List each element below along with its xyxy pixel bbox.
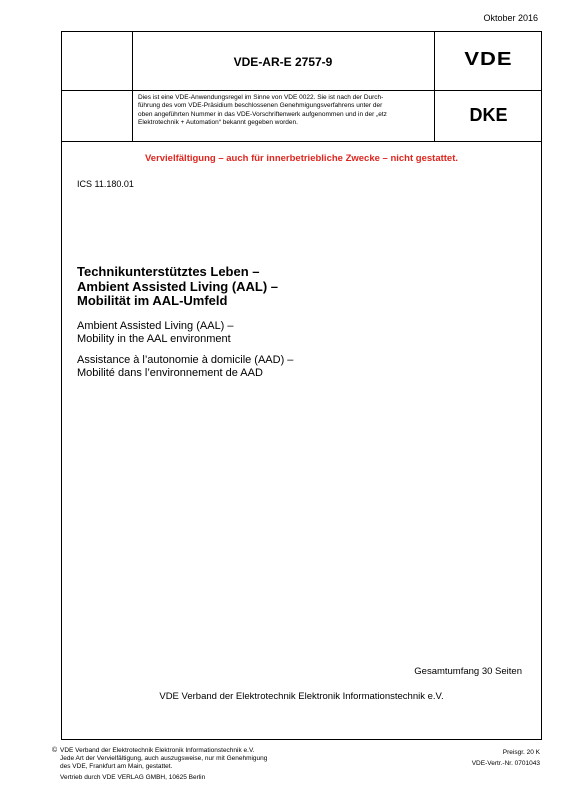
footer-line: des VDE, Frankfurt am Main, gestattet. [60, 763, 173, 771]
german-title-line: Mobilität im AAL-Umfeld [77, 293, 228, 308]
dke-label: DKE [469, 105, 508, 125]
german-title [77, 265, 278, 309]
notice-line: Elektrotechnik + Automation“ bekannt gegeben worden. [138, 119, 298, 127]
header-left-divider [132, 32, 133, 141]
french-title [77, 354, 293, 379]
distribution-number: VDE-Vertr.-Nr. 0701043 [471, 760, 540, 767]
vde-logo: VDE [464, 47, 513, 70]
ics-code: ICS 11.180.01 [77, 179, 134, 189]
header-divider [62, 90, 541, 91]
footer-line: Jede Art der Vervielfältigung, auch auszugsweise, nur mit Genehmigung [60, 755, 268, 763]
publisher-name: VDE Verband der Elektrotechnik Elektronik Informationstechnik e.V. [159, 691, 444, 702]
english-title-line: Ambient Assisted Living (AAL) – [77, 320, 234, 332]
footer-line: VDE Verband der Elektrotechnik Elektronik Informationstechnik e.V. [60, 747, 255, 754]
header-bottom-border [62, 141, 541, 142]
application-rule-notice [138, 94, 430, 128]
footer-copyright [60, 747, 267, 782]
english-title [77, 320, 234, 345]
cover-frame [61, 31, 542, 740]
footer-order-info [472, 747, 540, 769]
german-title-line: Technikunterstütztes Leben – [77, 264, 260, 279]
notice-line: Dies ist eine VDE-Anwendungsregel im Sinne von VDE 0022. Sie ist nach der Durch- [138, 94, 384, 101]
footer-line: Vertrieb durch VDE VERLAG GMBH, 10625 Berlin [60, 773, 206, 781]
english-title-line: Mobility in the AAL environment [77, 332, 231, 345]
publication-date: Oktober 2016 [483, 13, 538, 23]
notice-line: führung des vom VDE-Präsidium beschlossenen Genehmigungsverfahrens unter der [138, 102, 383, 110]
french-title-line: Mobilité dans l’environnement de AAD [77, 366, 263, 379]
total-pages: Gesamtumfang 30 Seiten [414, 666, 522, 677]
reproduction-notice: Vervielfältigung – auch für innerbetriebliche Zwecke – nicht gestattet. [144, 153, 459, 164]
german-title-line: Ambient Assisted Living (AAL) – [77, 278, 279, 294]
notice-line: oben angeführten Nummer in das VDE-Vorschriftenwerk aufgenommen und in der „etz [138, 110, 387, 118]
copyright-symbol: © [52, 747, 58, 754]
price-group: Preisgr. 20 K [502, 749, 540, 756]
french-title-line: Assistance à l’autonomie à domicile (AAD) – [77, 354, 294, 366]
document-number: VDE-AR-E 2757-9 [233, 55, 333, 69]
